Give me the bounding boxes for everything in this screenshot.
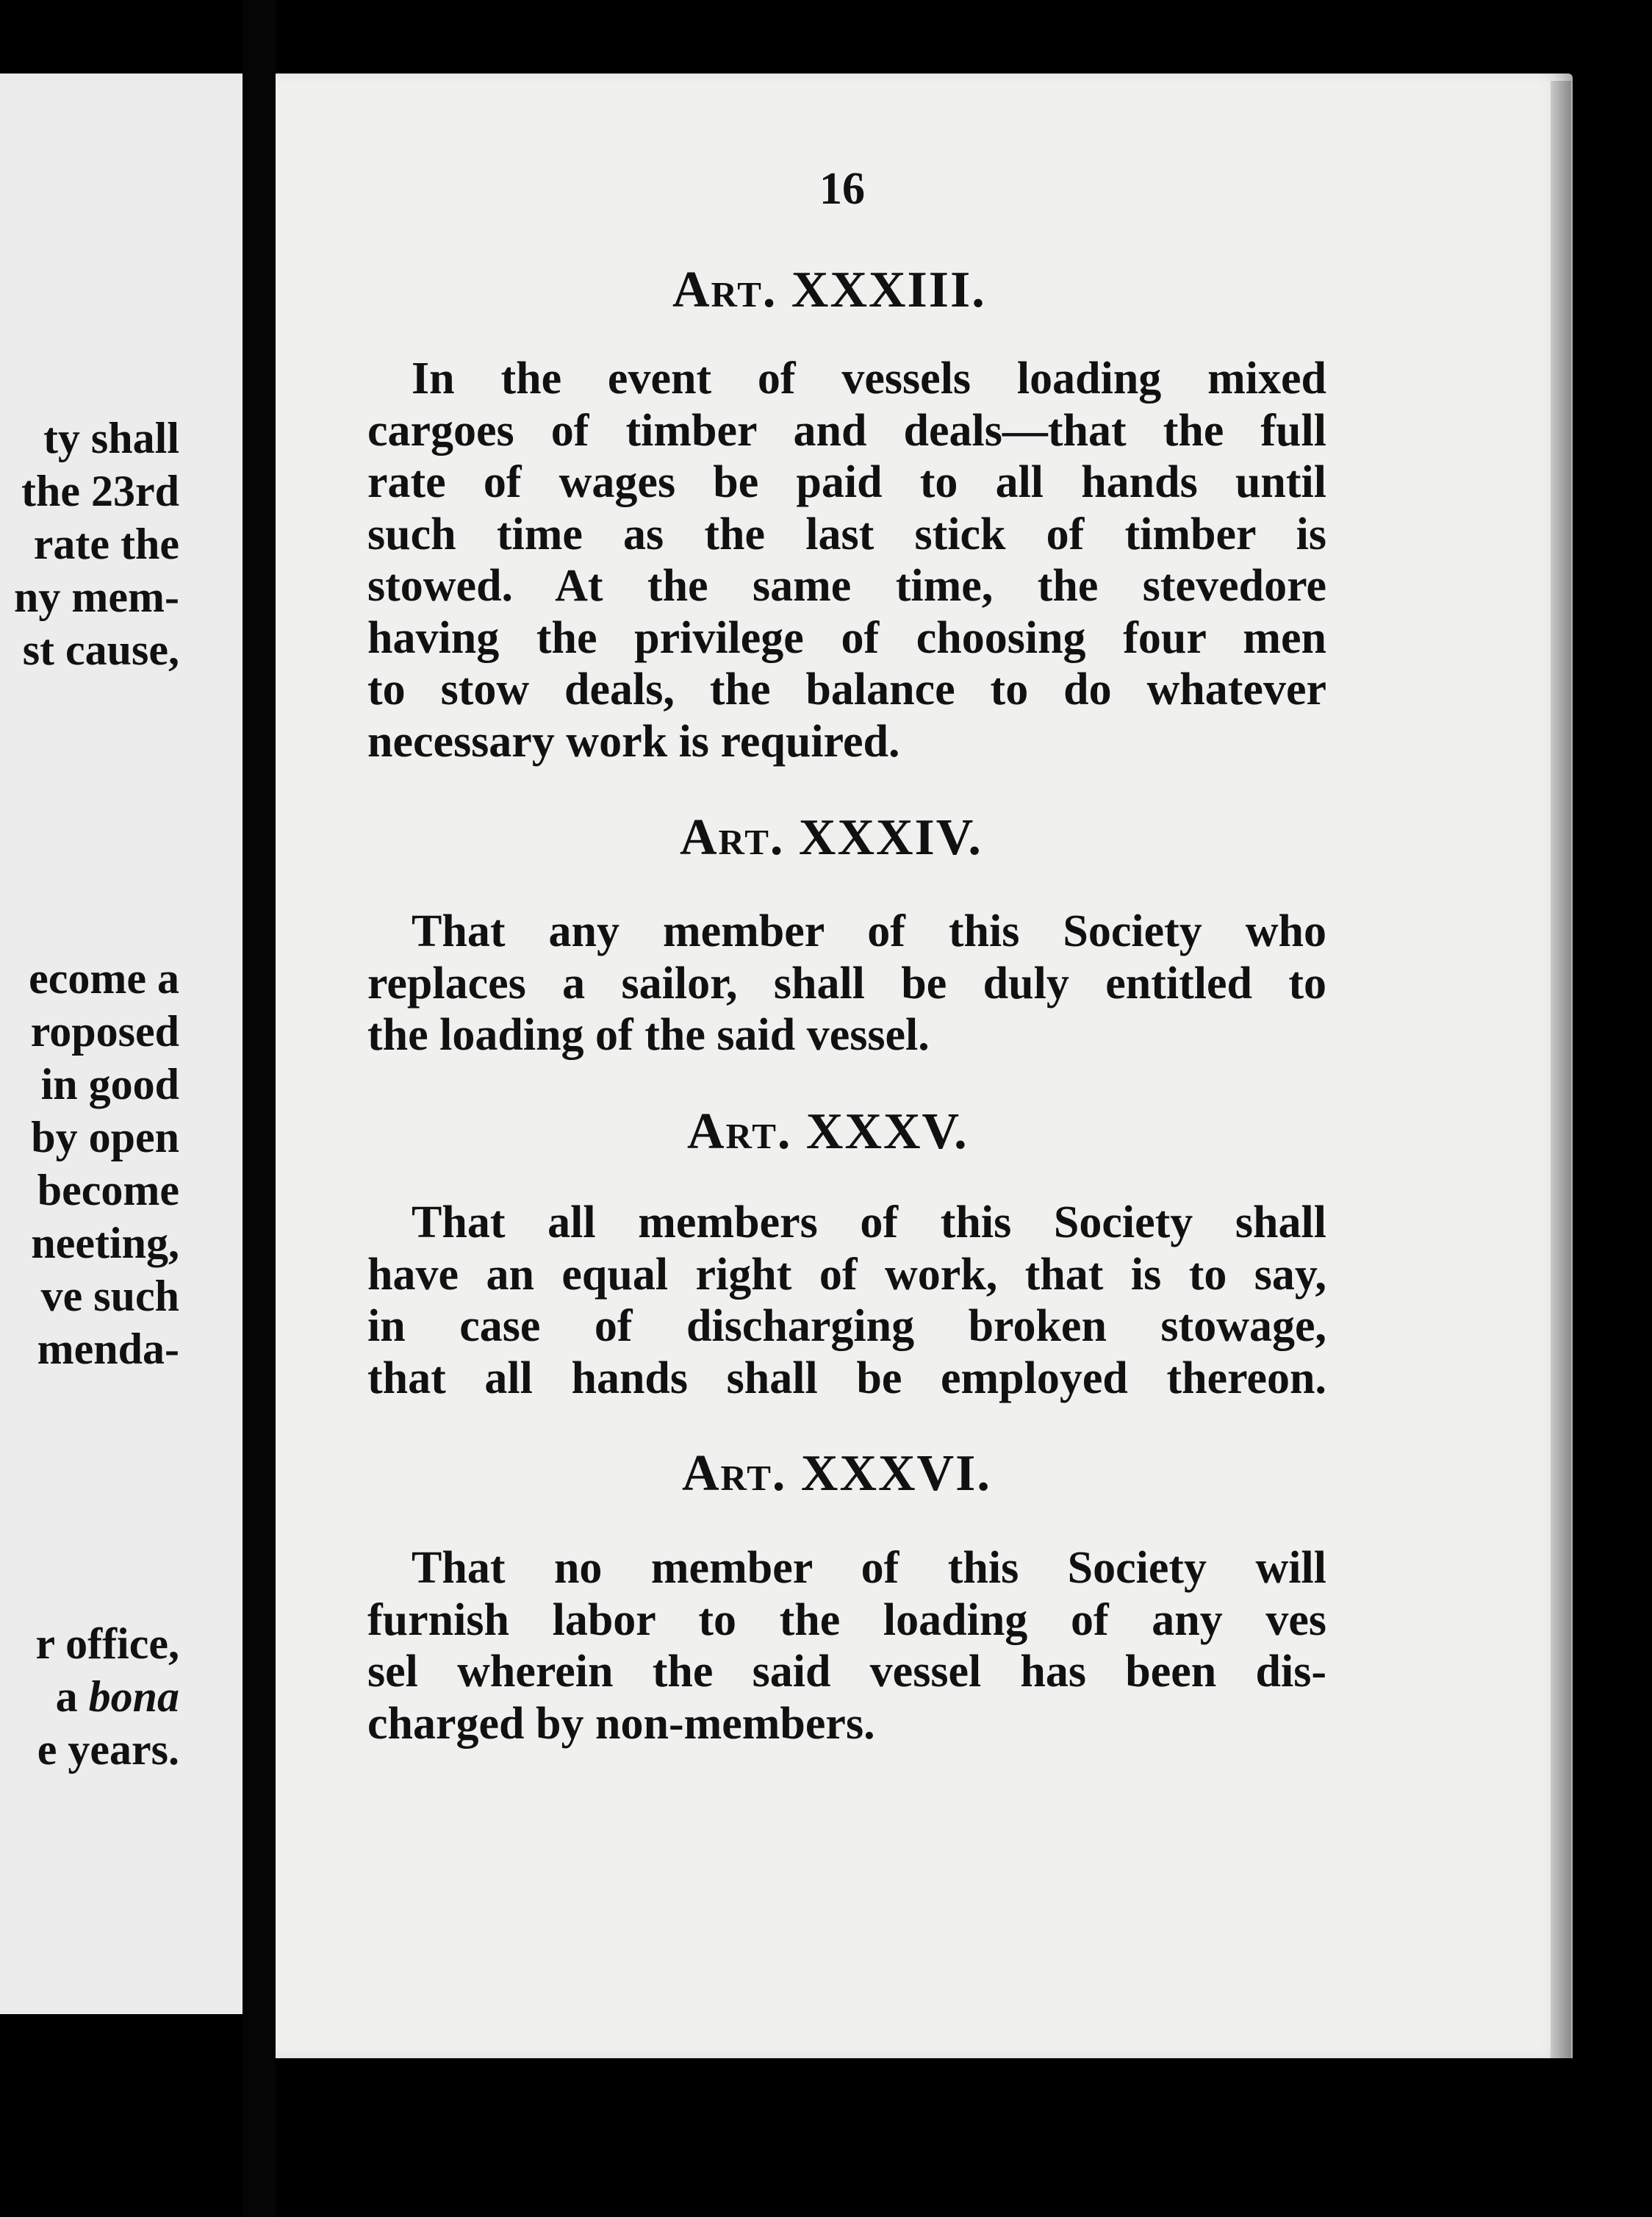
left-page-line [56,1670,179,1723]
article-label: Art. [672,262,777,318]
article-label: Art. [682,1445,787,1502]
text-line: sel wherein the said vessel has been dis- [367,1647,1326,1697]
left-page-line: menda- [37,1325,179,1373]
article-number: XXXIV. [798,809,983,866]
text-line: the loading of the said vessel. [367,1010,930,1060]
text-line: have an equal right of work, that is to say, [367,1249,1326,1300]
left-page-italic-text: bona [88,1672,179,1721]
left-page-line: rate the [33,520,179,568]
left-page-line: e years. [37,1725,179,1774]
left-page-line: ny mem- [14,573,179,621]
left-page-line: ty shall [43,414,179,462]
article-heading [680,809,983,867]
left-page-line: by open [31,1113,179,1161]
article-heading [682,1444,991,1503]
text-line: charged by non-members. [367,1698,875,1749]
left-page-line: ecome a [29,954,179,1003]
left-page-line-text: a [55,1672,89,1721]
page-number: 16 [819,164,865,214]
text-line: That no member of this Society will [412,1543,1326,1593]
article-text [367,906,1326,1061]
article-heading [672,261,986,320]
left-page-line: roposed [30,1007,179,1056]
text-line: furnish labor to the loading of any ves [367,1594,1326,1645]
article-heading [687,1103,969,1161]
left-page-line: r office, [35,1619,179,1668]
text-line: necessary work is required. [367,716,900,767]
left-page-line: become [37,1166,179,1214]
text-line: that all hands shall be employed thereon. [367,1353,1326,1403]
page-edge [1551,81,1571,2058]
text-line: That all members of this Society shall [412,1197,1326,1247]
article-number: XXXV. [805,1103,969,1160]
article-text [367,1542,1326,1749]
text-line: to stow deals, the balance to do whatever [367,665,1326,714]
left-page-line: the 23rd [21,467,179,515]
article-label: Art. [680,809,785,866]
previous-page-fragment [0,74,243,2014]
article-text [367,353,1326,767]
text-line: That any member of this Society who [412,906,1326,956]
text-line: stowed. At the same time, the stevedore [367,561,1326,611]
left-page-line: in good [40,1060,179,1108]
text-line: In the event of vessels loading mixed [412,354,1326,404]
article-label: Art. [687,1103,792,1160]
text-line: replaces a sailor, shall be duly entitled to [367,958,1326,1009]
text-line: rate of wages be paid to all hands until [367,457,1326,507]
text-line: in case of discharging broken stowage, [367,1301,1326,1351]
text-line: such time as the last stick of timber is [367,509,1326,559]
text-line: having the privilege of choosing four men [367,612,1326,663]
text-line: cargoes of timber and deals—that the full [367,405,1326,456]
left-page-line: neeting, [31,1219,179,1267]
left-page-line: st cause, [22,626,179,674]
article-number: XXXIII. [791,262,986,318]
article-text [367,1197,1326,1404]
left-page-line: ve such [40,1272,179,1320]
article-number: XXXVI. [800,1445,991,1502]
book-gutter [243,0,276,2217]
